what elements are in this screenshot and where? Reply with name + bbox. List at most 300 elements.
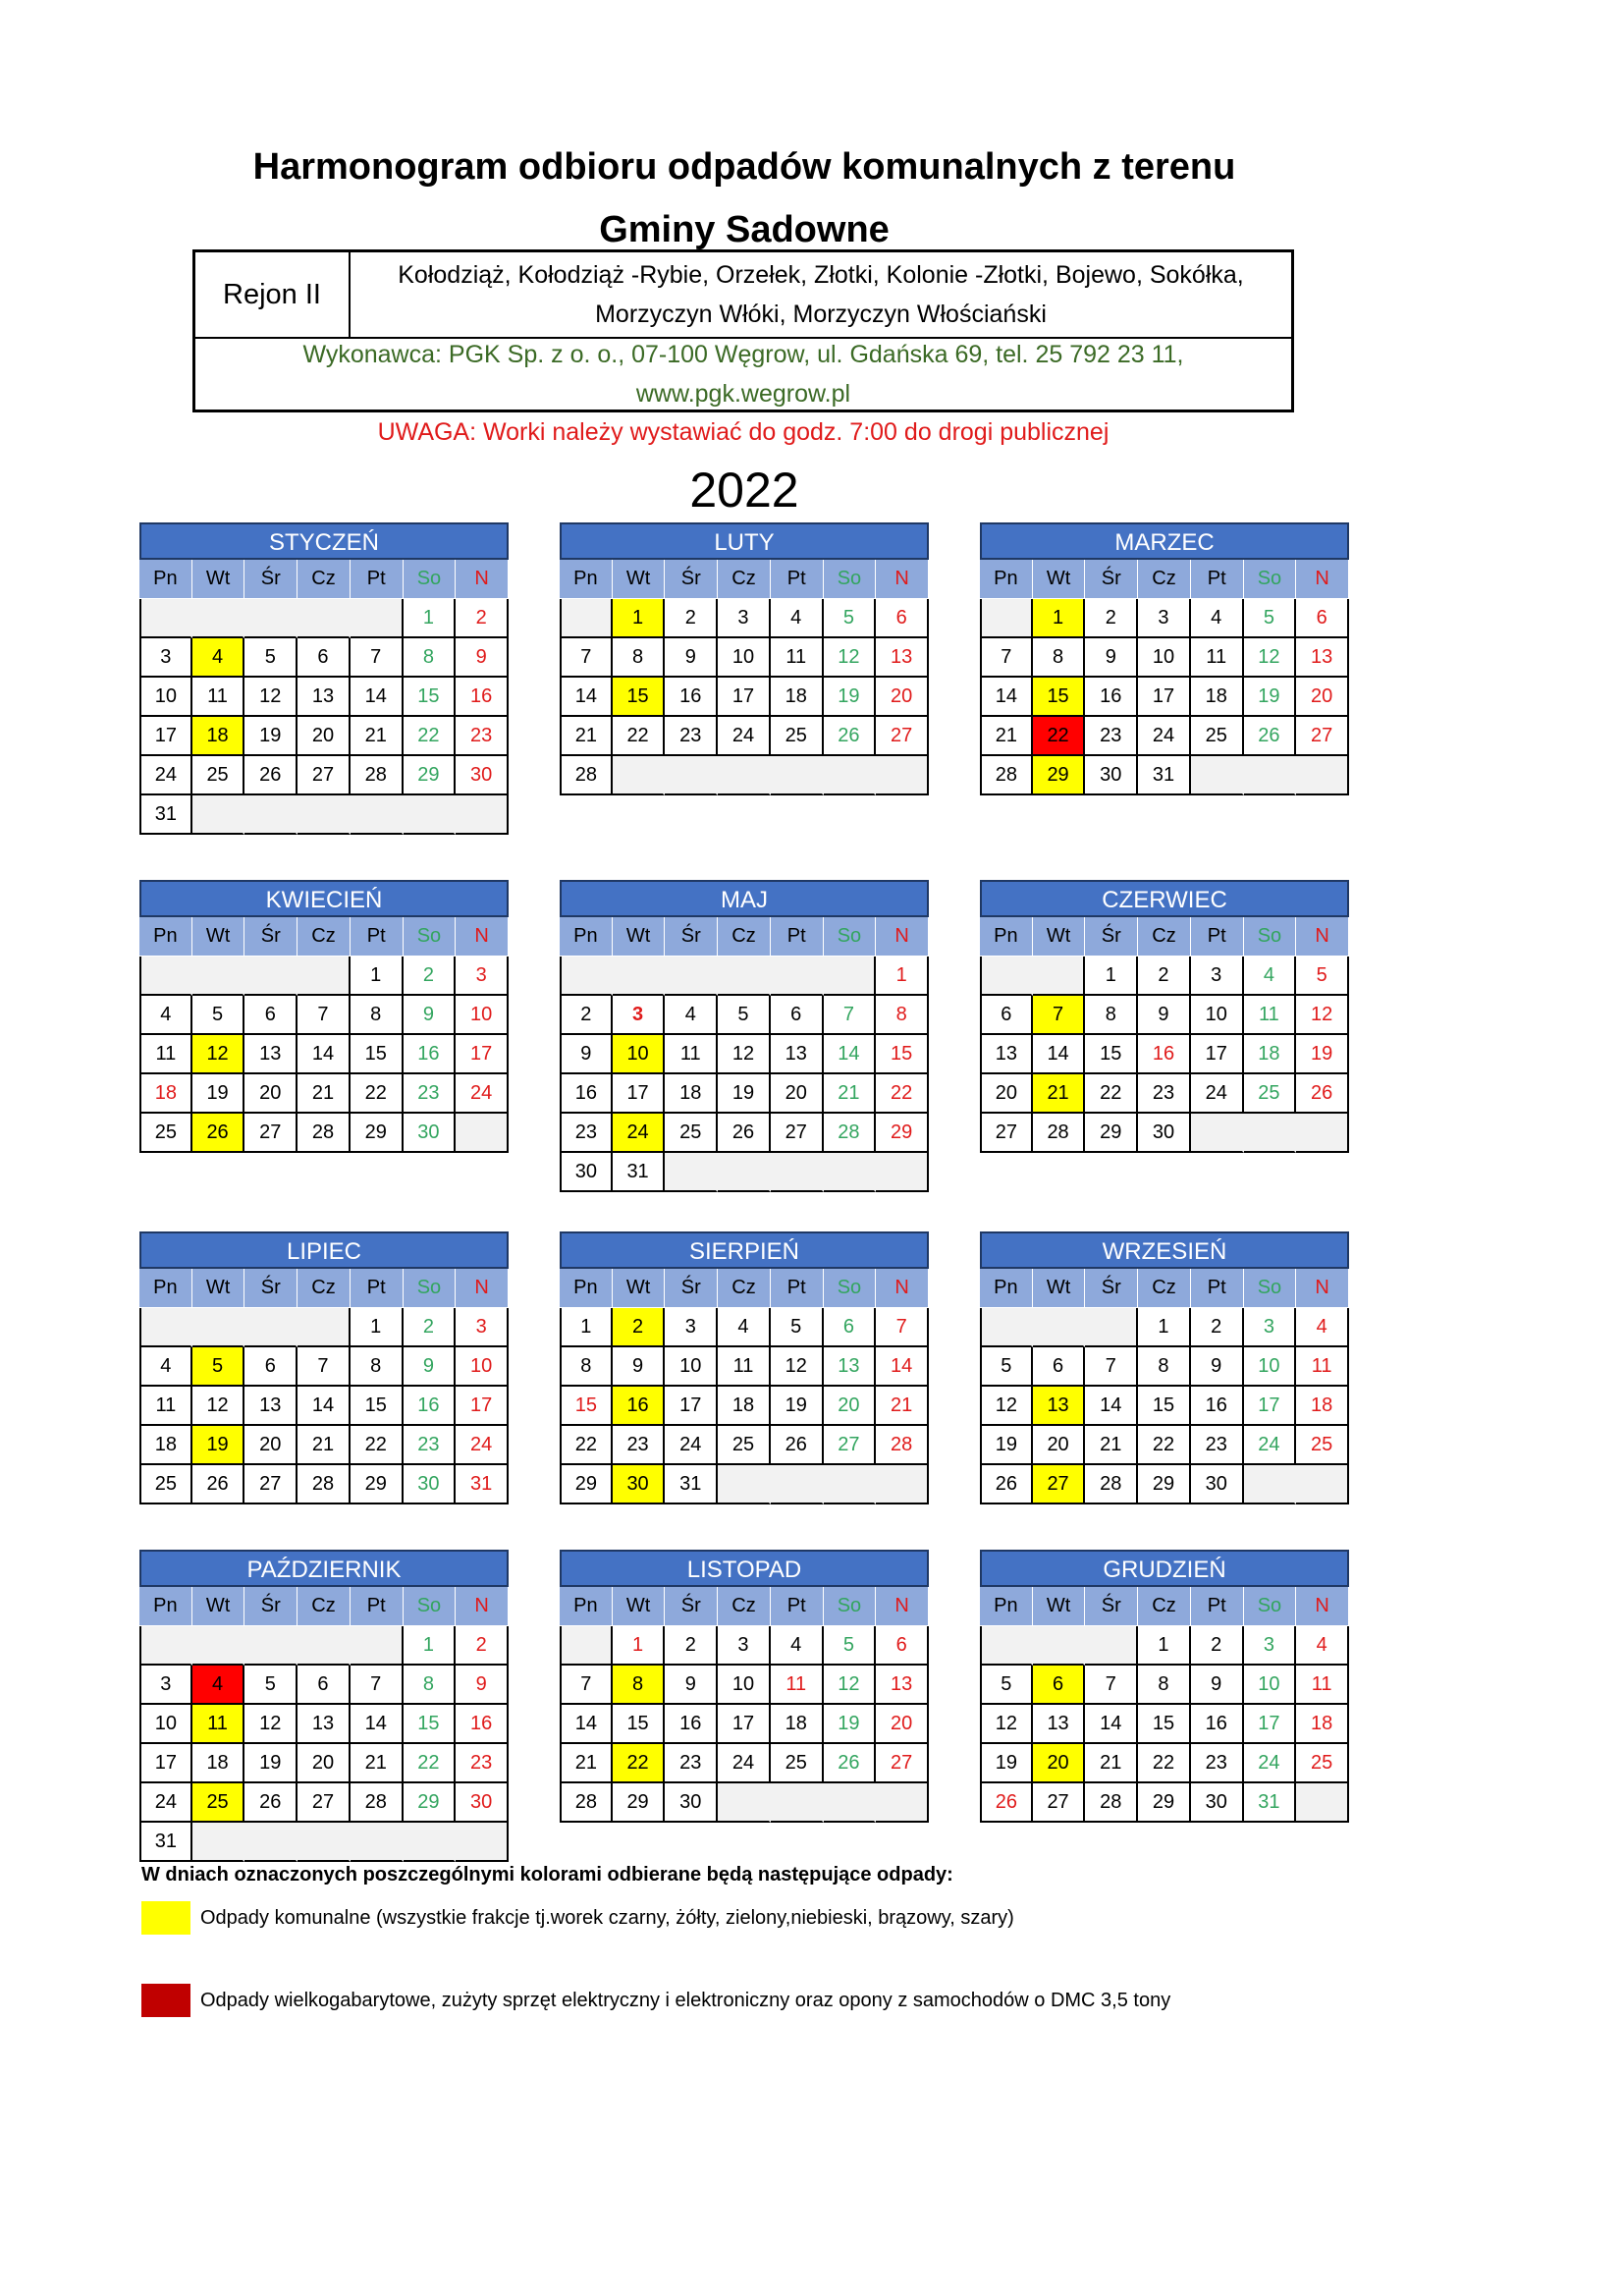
day-header: Śr	[665, 1587, 718, 1626]
day-cell: 14	[1085, 1705, 1138, 1744]
day-cell: 17	[718, 1705, 771, 1744]
day-cell: 30	[665, 1783, 718, 1823]
day-cell: 15	[1138, 1705, 1191, 1744]
day-cell: 8	[404, 638, 457, 678]
day-cell: 14	[298, 1035, 351, 1074]
day-header: Wt	[1033, 1587, 1086, 1626]
day-cell: 11	[139, 1035, 192, 1074]
day-cell: 31	[456, 1465, 509, 1504]
day-cell: 28	[876, 1426, 929, 1465]
day-cell: 12	[824, 638, 877, 678]
day-cell: 17	[665, 1387, 718, 1426]
day-cell: 12	[980, 1705, 1033, 1744]
day-cell: 30	[456, 756, 509, 795]
day-header: Pt	[1191, 1269, 1244, 1308]
day-header: Pt	[351, 917, 404, 957]
day-cell: 25	[192, 1783, 245, 1823]
day-cell: 5	[771, 1308, 824, 1347]
legend-item-bulky	[141, 1984, 1170, 2017]
empty-cell	[1033, 1308, 1086, 1347]
day-cell: 22	[351, 1426, 404, 1465]
day-cell: 30	[456, 1783, 509, 1823]
empty-cell	[192, 1626, 245, 1666]
day-cell: 10	[139, 1705, 192, 1744]
day-cell: 15	[351, 1035, 404, 1074]
day-cell: 16	[665, 1705, 718, 1744]
day-cell: 16	[1085, 678, 1138, 717]
day-cell: 1	[351, 957, 404, 996]
empty-cell	[718, 1465, 771, 1504]
day-header: Pn	[560, 917, 613, 957]
day-cell: 15	[560, 1387, 613, 1426]
day-cell: 20	[771, 1074, 824, 1114]
day-cell: 26	[824, 1744, 877, 1783]
month-days-grid	[139, 917, 509, 1153]
day-cell: 18	[665, 1074, 718, 1114]
day-header: So	[824, 1269, 877, 1308]
day-header: N	[1296, 1269, 1349, 1308]
day-cell: 2	[456, 599, 509, 638]
day-header: So	[824, 560, 877, 599]
month-calendar	[980, 522, 1349, 795]
day-cell: 9	[1191, 1666, 1244, 1705]
day-header: Pn	[980, 1587, 1033, 1626]
day-header: Wt	[613, 1269, 666, 1308]
day-header: N	[1296, 1587, 1349, 1626]
day-cell: 7	[1085, 1347, 1138, 1387]
day-cell: 16	[456, 678, 509, 717]
day-cell: 18	[718, 1387, 771, 1426]
day-cell: 5	[192, 996, 245, 1035]
day-cell: 4	[1244, 957, 1297, 996]
day-cell: 5	[244, 638, 298, 678]
day-cell: 27	[1033, 1465, 1086, 1504]
day-header: Pt	[1191, 917, 1244, 957]
day-header: Pn	[980, 917, 1033, 957]
empty-cell	[1244, 756, 1297, 795]
empty-cell	[1296, 1783, 1349, 1823]
month-calendar	[139, 1231, 509, 1504]
day-cell: 3	[1244, 1308, 1297, 1347]
day-cell: 24	[1244, 1426, 1297, 1465]
day-cell: 26	[980, 1783, 1033, 1823]
day-cell: 6	[244, 996, 298, 1035]
day-cell: 31	[1138, 756, 1191, 795]
day-header: Śr	[244, 917, 298, 957]
legend-text-municipal: Odpady komunalne (wszystkie frakcje tj.worek czarny, żółty, zielony,niebieski, brązowy, szary)	[200, 1906, 1014, 1929]
empty-cell	[980, 599, 1033, 638]
legend-text-bulky: Odpady wielkogabarytowe, zużyty sprzęt elektryczny i elektroniczny oraz opony z samochodów o DMC 3,5 tony	[200, 1989, 1171, 2011]
empty-cell	[456, 1114, 509, 1153]
empty-cell	[560, 599, 613, 638]
day-cell: 31	[139, 1823, 192, 1862]
day-header: Cz	[298, 560, 351, 599]
day-cell: 22	[1085, 1074, 1138, 1114]
day-cell: 24	[718, 1744, 771, 1783]
month-days-grid	[139, 1269, 509, 1504]
day-cell: 15	[613, 678, 666, 717]
day-header: N	[456, 560, 509, 599]
day-header: Cz	[718, 917, 771, 957]
day-cell: 13	[1296, 638, 1349, 678]
contractor-link[interactable]: www.pgk.wegrow.pl	[635, 380, 851, 408]
empty-cell	[771, 957, 824, 996]
day-cell: 28	[351, 1783, 404, 1823]
month-name: CZERWIEC	[980, 880, 1349, 917]
day-cell: 21	[560, 717, 613, 756]
day-cell: 13	[824, 1347, 877, 1387]
day-cell: 13	[244, 1035, 298, 1074]
empty-cell	[351, 795, 404, 835]
empty-cell	[718, 756, 771, 795]
day-cell: 6	[1033, 1666, 1086, 1705]
day-cell: 30	[404, 1465, 457, 1504]
empty-cell	[244, 599, 298, 638]
day-cell: 26	[192, 1114, 245, 1153]
day-cell: 6	[980, 996, 1033, 1035]
day-cell: 6	[1296, 599, 1349, 638]
day-cell: 15	[404, 1705, 457, 1744]
empty-cell	[718, 1153, 771, 1192]
day-cell: 12	[192, 1387, 245, 1426]
day-cell: 3	[139, 638, 192, 678]
day-header: Pn	[560, 1587, 613, 1626]
day-cell: 6	[771, 996, 824, 1035]
day-cell: 22	[613, 1744, 666, 1783]
day-cell: 5	[824, 1626, 877, 1666]
day-cell: 4	[665, 996, 718, 1035]
day-cell: 7	[351, 638, 404, 678]
day-cell: 12	[771, 1347, 824, 1387]
day-cell: 9	[456, 638, 509, 678]
empty-cell	[876, 1153, 929, 1192]
empty-cell	[1296, 756, 1349, 795]
day-cell: 29	[351, 1114, 404, 1153]
day-cell: 24	[665, 1426, 718, 1465]
day-cell: 10	[1244, 1347, 1297, 1387]
day-cell: 1	[404, 599, 457, 638]
day-cell: 8	[613, 638, 666, 678]
empty-cell	[1085, 1308, 1138, 1347]
day-header: Wt	[192, 1587, 245, 1626]
day-header: Śr	[244, 1587, 298, 1626]
day-cell: 16	[665, 678, 718, 717]
day-cell: 8	[1138, 1666, 1191, 1705]
empty-cell	[244, 795, 298, 835]
day-header: Pt	[771, 1587, 824, 1626]
day-cell: 25	[1296, 1744, 1349, 1783]
day-cell: 29	[351, 1465, 404, 1504]
empty-cell	[824, 957, 877, 996]
villages-list	[351, 252, 1291, 337]
day-cell: 10	[1191, 996, 1244, 1035]
day-cell: 19	[980, 1426, 1033, 1465]
day-cell: 1	[613, 599, 666, 638]
day-cell: 22	[1138, 1744, 1191, 1783]
day-cell: 21	[298, 1074, 351, 1114]
day-cell: 9	[613, 1347, 666, 1387]
empty-cell	[980, 1308, 1033, 1347]
day-cell: 28	[298, 1465, 351, 1504]
day-cell: 29	[560, 1465, 613, 1504]
day-header: So	[1244, 917, 1297, 957]
legend-swatch-yellow	[141, 1901, 190, 1935]
month-days-grid	[980, 917, 1349, 1153]
empty-cell	[298, 1308, 351, 1347]
day-cell: 21	[1033, 1074, 1086, 1114]
day-cell: 21	[980, 717, 1033, 756]
day-cell: 13	[980, 1035, 1033, 1074]
day-cell: 21	[298, 1426, 351, 1465]
day-cell: 8	[1033, 638, 1086, 678]
day-cell: 8	[560, 1347, 613, 1387]
region-label: Rejon II	[195, 252, 351, 337]
empty-cell	[244, 957, 298, 996]
month-calendar	[560, 522, 929, 795]
empty-cell	[456, 1823, 509, 1862]
empty-cell	[244, 1308, 298, 1347]
empty-cell	[824, 1153, 877, 1192]
day-cell: 20	[298, 717, 351, 756]
day-cell: 26	[824, 717, 877, 756]
day-cell: 27	[1033, 1783, 1086, 1823]
day-cell: 9	[665, 1666, 718, 1705]
empty-cell	[244, 1626, 298, 1666]
day-header: Śr	[665, 1269, 718, 1308]
day-header: So	[824, 917, 877, 957]
month-days-grid	[560, 917, 929, 1192]
year-heading: 2022	[689, 463, 799, 518]
day-cell: 26	[244, 1783, 298, 1823]
day-cell: 16	[613, 1387, 666, 1426]
day-cell: 26	[1244, 717, 1297, 756]
day-cell: 7	[298, 1347, 351, 1387]
day-cell: 2	[404, 1308, 457, 1347]
day-header: Śr	[244, 1269, 298, 1308]
day-cell: 20	[1033, 1744, 1086, 1783]
empty-cell	[876, 1465, 929, 1504]
day-cell: 19	[244, 1744, 298, 1783]
day-cell: 30	[1191, 1465, 1244, 1504]
page-title: Harmonogram odbioru odpadów komunalnych z terenu	[252, 146, 1236, 188]
day-cell: 7	[980, 638, 1033, 678]
day-header: N	[876, 1587, 929, 1626]
day-cell: 18	[771, 678, 824, 717]
day-cell: 14	[560, 1705, 613, 1744]
day-cell: 20	[244, 1426, 298, 1465]
day-header: Śr	[1085, 1587, 1138, 1626]
day-cell: 26	[980, 1465, 1033, 1504]
day-cell: 1	[1138, 1626, 1191, 1666]
day-cell: 3	[1244, 1626, 1297, 1666]
day-cell: 4	[139, 1347, 192, 1387]
day-cell: 8	[876, 996, 929, 1035]
day-cell: 28	[560, 1783, 613, 1823]
day-cell: 12	[718, 1035, 771, 1074]
day-cell: 6	[876, 1626, 929, 1666]
day-cell: 28	[980, 756, 1033, 795]
month-name: KWIECIEŃ	[139, 880, 509, 917]
empty-cell	[298, 795, 351, 835]
empty-cell	[771, 1465, 824, 1504]
day-cell: 3	[1191, 957, 1244, 996]
day-cell: 5	[824, 599, 877, 638]
day-cell: 4	[192, 638, 245, 678]
day-cell: 12	[1296, 996, 1349, 1035]
empty-cell	[665, 957, 718, 996]
day-cell: 22	[876, 1074, 929, 1114]
day-cell: 17	[1138, 678, 1191, 717]
day-cell: 9	[1191, 1347, 1244, 1387]
month-name: STYCZEŃ	[139, 522, 509, 560]
day-cell: 20	[1033, 1426, 1086, 1465]
day-cell: 27	[1296, 717, 1349, 756]
month-name: PAŹDZIERNIK	[139, 1550, 509, 1587]
day-header: N	[456, 1587, 509, 1626]
day-cell: 8	[1085, 996, 1138, 1035]
day-cell: 11	[1244, 996, 1297, 1035]
empty-cell	[1085, 1626, 1138, 1666]
day-cell: 23	[665, 1744, 718, 1783]
day-header: N	[1296, 917, 1349, 957]
day-cell: 11	[139, 1387, 192, 1426]
empty-cell	[980, 957, 1033, 996]
day-cell: 25	[1296, 1426, 1349, 1465]
day-cell: 24	[613, 1114, 666, 1153]
day-cell: 29	[1085, 1114, 1138, 1153]
day-cell: 23	[456, 717, 509, 756]
day-cell: 7	[560, 638, 613, 678]
day-cell: 3	[718, 1626, 771, 1666]
month-name: SIERPIEŃ	[560, 1231, 929, 1269]
empty-cell	[244, 1823, 298, 1862]
day-cell: 11	[1191, 638, 1244, 678]
day-cell: 28	[298, 1114, 351, 1153]
day-cell: 10	[1138, 638, 1191, 678]
region-row	[195, 252, 1291, 339]
day-header: So	[1244, 1587, 1297, 1626]
day-cell: 8	[351, 1347, 404, 1387]
day-cell: 18	[771, 1705, 824, 1744]
day-cell: 4	[1296, 1308, 1349, 1347]
day-cell: 12	[244, 1705, 298, 1744]
day-header: Pt	[351, 1269, 404, 1308]
day-cell: 3	[456, 1308, 509, 1347]
day-cell: 23	[560, 1114, 613, 1153]
month-name: MAJ	[560, 880, 929, 917]
day-cell: 11	[192, 678, 245, 717]
day-cell: 14	[560, 678, 613, 717]
day-cell: 24	[456, 1074, 509, 1114]
day-cell: 18	[1296, 1387, 1349, 1426]
month-calendar	[139, 880, 509, 1153]
day-cell: 1	[1138, 1308, 1191, 1347]
empty-cell	[1244, 1465, 1297, 1504]
day-header: So	[1244, 1269, 1297, 1308]
day-cell: 24	[1138, 717, 1191, 756]
day-cell: 17	[613, 1074, 666, 1114]
day-cell: 20	[876, 1705, 929, 1744]
empty-cell	[771, 756, 824, 795]
day-header: Pn	[560, 1269, 613, 1308]
day-cell: 25	[771, 717, 824, 756]
day-header: Wt	[613, 560, 666, 599]
empty-cell	[1244, 1114, 1297, 1153]
day-header: N	[876, 560, 929, 599]
empty-cell	[139, 1626, 192, 1666]
day-cell: 10	[665, 1347, 718, 1387]
day-cell: 23	[613, 1426, 666, 1465]
warning-text: UWAGA: Worki należy wystawiać do godz. 7:00 do drogi publicznej	[377, 418, 1110, 446]
day-cell: 30	[613, 1465, 666, 1504]
day-cell: 3	[613, 996, 666, 1035]
empty-cell	[771, 1783, 824, 1823]
day-cell: 19	[824, 1705, 877, 1744]
day-cell: 11	[771, 638, 824, 678]
day-cell: 30	[560, 1153, 613, 1192]
day-cell: 15	[876, 1035, 929, 1074]
day-cell: 16	[404, 1387, 457, 1426]
day-cell: 12	[980, 1387, 1033, 1426]
empty-cell	[613, 756, 666, 795]
page-subtitle: Gminy Sadowne	[599, 209, 890, 250]
day-header: Wt	[192, 1269, 245, 1308]
day-cell: 10	[139, 678, 192, 717]
day-header: Śr	[244, 560, 298, 599]
day-cell: 19	[718, 1074, 771, 1114]
day-cell: 1	[613, 1626, 666, 1666]
day-cell: 10	[1244, 1666, 1297, 1705]
day-header: Pt	[771, 917, 824, 957]
day-cell: 19	[771, 1387, 824, 1426]
day-cell: 23	[404, 1426, 457, 1465]
day-cell: 5	[1244, 599, 1297, 638]
empty-cell	[771, 1153, 824, 1192]
day-header: N	[456, 917, 509, 957]
day-cell: 19	[244, 717, 298, 756]
day-cell: 9	[1085, 638, 1138, 678]
day-cell: 2	[1191, 1626, 1244, 1666]
day-cell: 1	[560, 1308, 613, 1347]
month-calendar	[560, 1231, 929, 1504]
day-cell: 21	[824, 1074, 877, 1114]
day-cell: 28	[560, 756, 613, 795]
info-box	[192, 249, 1294, 412]
day-cell: 22	[404, 1744, 457, 1783]
day-cell: 1	[876, 957, 929, 996]
day-cell: 25	[1191, 717, 1244, 756]
day-cell: 17	[718, 678, 771, 717]
month-name: LIPIEC	[139, 1231, 509, 1269]
day-cell: 22	[1138, 1426, 1191, 1465]
empty-cell	[139, 1308, 192, 1347]
title-block	[0, 136, 1489, 261]
empty-cell	[876, 756, 929, 795]
day-cell: 4	[718, 1308, 771, 1347]
day-cell: 28	[1033, 1114, 1086, 1153]
day-cell: 1	[1033, 599, 1086, 638]
day-header: Śr	[665, 917, 718, 957]
day-cell: 5	[980, 1347, 1033, 1387]
day-cell: 8	[613, 1666, 666, 1705]
day-cell: 23	[456, 1744, 509, 1783]
month-name: LISTOPAD	[560, 1550, 929, 1587]
day-cell: 15	[1138, 1387, 1191, 1426]
day-cell: 23	[665, 717, 718, 756]
day-cell: 2	[456, 1626, 509, 1666]
contractor-line-1: Wykonawca: PGK Sp. z o. o., 07-100 Węgrow, ul. Gdańska 69, tel. 25 792 23 11,	[302, 341, 1184, 368]
day-cell: 6	[824, 1308, 877, 1347]
